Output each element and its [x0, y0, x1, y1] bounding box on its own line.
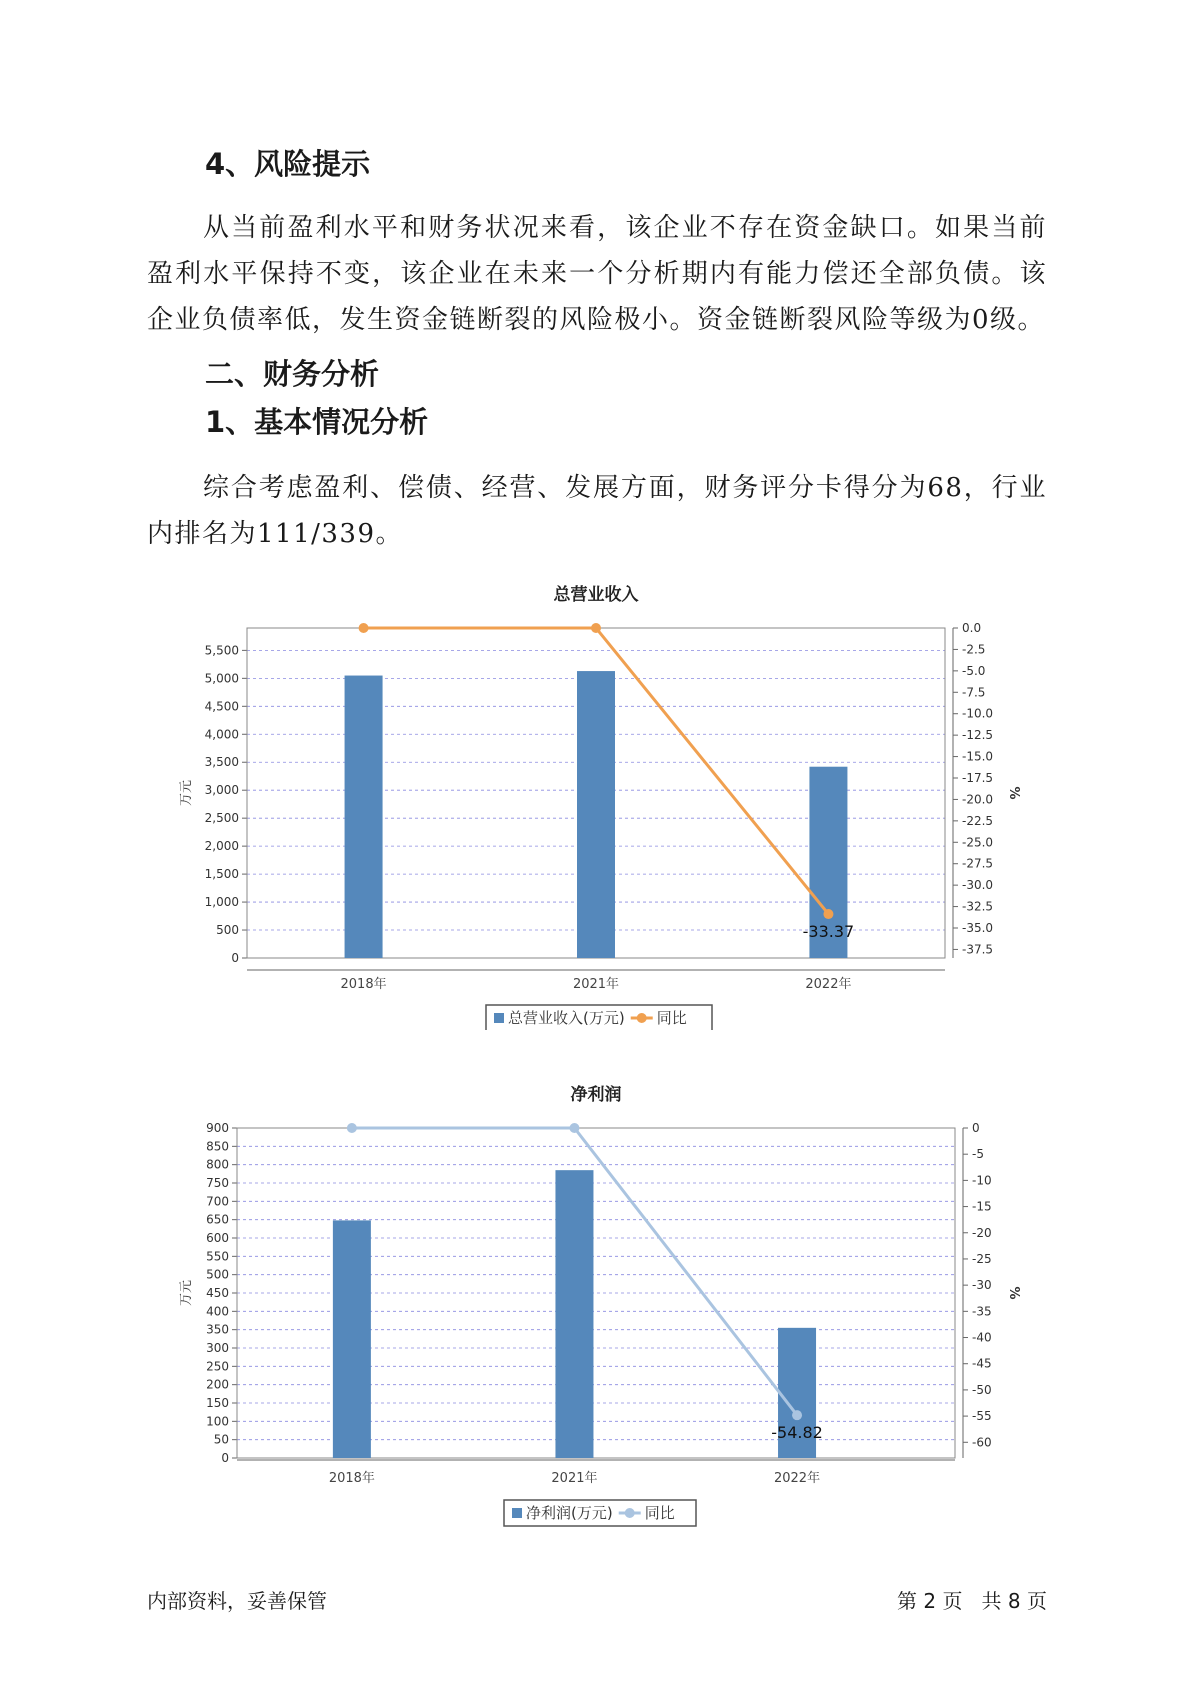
legend-line-label: 同比 — [644, 1504, 675, 1522]
y-tick-label: 50 — [213, 1432, 229, 1447]
y-axis-label: 万元 — [179, 1279, 194, 1307]
x-tick-label: 2022年 — [773, 1471, 821, 1486]
y-tick-label: 850 — [206, 1139, 229, 1154]
y-tick-label: 200 — [206, 1377, 229, 1392]
data-label: -33.37 — [802, 922, 855, 942]
y2-tick-label: -35.0 — [962, 921, 994, 935]
y2-tick-label: -35 — [972, 1304, 992, 1319]
risk-paragraph: 从当前盈利水平和财务状况来看，该企业不存在资金缺口。如果当前盈利水平保持不变，该企业在未来一个分析期内有能力偿还全部负债。该企业负债率低，发生资金链断裂的风险极小。资金链断裂风险等级为0级。 — [147, 213, 1047, 335]
bar — [577, 671, 615, 958]
y2-tick-label: -2.5 — [962, 642, 986, 657]
legend-bar-swatch — [512, 1508, 522, 1518]
footer-confidential: 内部资料，妥善保管 — [147, 1589, 327, 1613]
y-tick-label: 1,000 — [204, 895, 239, 910]
y2-tick-label: -25 — [972, 1251, 992, 1266]
y-tick-label: 650 — [206, 1212, 229, 1227]
y2-tick-label: -20.0 — [962, 792, 994, 807]
y-tick-label: 350 — [206, 1322, 229, 1337]
bar — [333, 1220, 371, 1458]
y2-tick-label: -7.5 — [962, 685, 986, 700]
chart-title: 净利润 — [570, 1085, 622, 1105]
y2-tick-label: -32.5 — [962, 899, 994, 914]
y-tick-label: 500 — [216, 923, 239, 938]
y2-tick-label: -37.5 — [962, 942, 994, 957]
footer-page-number: 第 2 页 共 8 页 — [897, 1589, 1047, 1613]
y-tick-label: 500 — [206, 1267, 229, 1282]
legend-bar-label: 总营业收入(万元) — [508, 1009, 625, 1027]
series-point — [823, 909, 833, 919]
y2-tick-label: 0.0 — [962, 621, 982, 635]
y-tick-label: 700 — [206, 1194, 229, 1209]
y-tick-label: 250 — [206, 1359, 229, 1374]
x-tick-label: 2022年 — [805, 977, 852, 992]
series-point — [569, 1123, 579, 1133]
y2-axis-label: % — [1006, 786, 1021, 800]
x-tick-label: 2021年 — [572, 977, 620, 992]
x-tick-label: 2021年 — [551, 1471, 598, 1486]
y2-tick-label: -15.0 — [962, 749, 994, 764]
y2-tick-label: -10 — [972, 1173, 992, 1188]
basic-analysis-heading: 1、基本情况分析 — [205, 405, 429, 439]
y-tick-label: 1,500 — [204, 867, 239, 882]
y-tick-label: 3,500 — [204, 755, 239, 770]
y-tick-label: 0 — [221, 1451, 229, 1465]
y2-tick-label: -60 — [972, 1435, 992, 1450]
legend-line-marker — [625, 1508, 635, 1518]
y-tick-label: 2,500 — [204, 811, 239, 826]
y2-tick-label: -40 — [972, 1330, 992, 1345]
legend-bar-swatch — [494, 1013, 504, 1023]
y2-tick-label: -45 — [972, 1356, 992, 1371]
y2-tick-label: -25.0 — [962, 835, 994, 850]
revenue-chart — [0, 570, 1191, 1030]
y2-tick-label: -10.0 — [962, 706, 994, 721]
y-tick-label: 150 — [206, 1396, 229, 1410]
basic-analysis-paragraph: 综合考虑盈利、偿债、经营、发展方面，财务评分卡得分为68，行业内排名为111/339。 — [147, 473, 1047, 549]
series-point — [347, 1123, 357, 1133]
y-tick-label: 0 — [231, 951, 239, 965]
y-tick-label: 5,500 — [204, 643, 239, 658]
series-point — [359, 623, 369, 633]
y-tick-label: 3,000 — [204, 783, 239, 798]
y2-tick-label: -22.5 — [962, 813, 994, 828]
y2-tick-label: -5.0 — [962, 663, 986, 678]
net-profit-chart — [0, 1070, 1191, 1540]
y-tick-label: 750 — [206, 1176, 229, 1190]
y2-tick-label: -12.5 — [962, 728, 994, 743]
y-tick-label: 600 — [206, 1231, 229, 1245]
x-tick-label: 2018年 — [328, 1471, 375, 1486]
bar — [345, 676, 383, 958]
y-tick-label: 300 — [206, 1341, 229, 1355]
y-tick-label: 800 — [206, 1157, 229, 1172]
y2-axis-label: % — [1006, 1286, 1021, 1300]
bar — [555, 1170, 593, 1458]
y-tick-label: 550 — [206, 1249, 229, 1264]
y-tick-label: 4,000 — [204, 727, 239, 742]
y-tick-label: 2,000 — [204, 839, 239, 854]
series-point — [591, 623, 601, 633]
x-tick-label: 2018年 — [340, 977, 387, 992]
y2-tick-label: -50 — [972, 1382, 992, 1397]
y-axis-label: 万元 — [179, 779, 194, 807]
series-point — [792, 1410, 802, 1420]
y2-tick-label: -20 — [972, 1225, 992, 1240]
y-tick-label: 100 — [206, 1414, 229, 1429]
finance-heading: 二、财务分析 — [205, 357, 380, 391]
y2-tick-label: 0 — [972, 1121, 980, 1135]
legend-bar-label: 净利润(万元) — [526, 1504, 613, 1522]
chart-title: 总营业收入 — [553, 585, 639, 605]
legend-line-marker — [637, 1013, 647, 1023]
y2-tick-label: -27.5 — [962, 856, 994, 871]
y-tick-label: 400 — [206, 1304, 229, 1319]
y2-tick-label: -17.5 — [962, 771, 994, 785]
y2-tick-label: -30.0 — [962, 878, 994, 893]
y2-tick-label: -30 — [972, 1278, 992, 1293]
data-label: -54.82 — [771, 1423, 823, 1443]
y-tick-label: 450 — [206, 1286, 229, 1300]
y-tick-label: 900 — [206, 1121, 229, 1135]
legend-line-label: 同比 — [656, 1009, 687, 1027]
y2-tick-label: -15 — [972, 1199, 992, 1214]
risk-heading: 4、风险提示 — [205, 147, 371, 181]
y-tick-label: 5,000 — [204, 671, 239, 686]
y-tick-label: 4,500 — [204, 699, 239, 714]
y2-tick-label: -55 — [972, 1409, 992, 1424]
y2-tick-label: -5 — [972, 1147, 984, 1162]
